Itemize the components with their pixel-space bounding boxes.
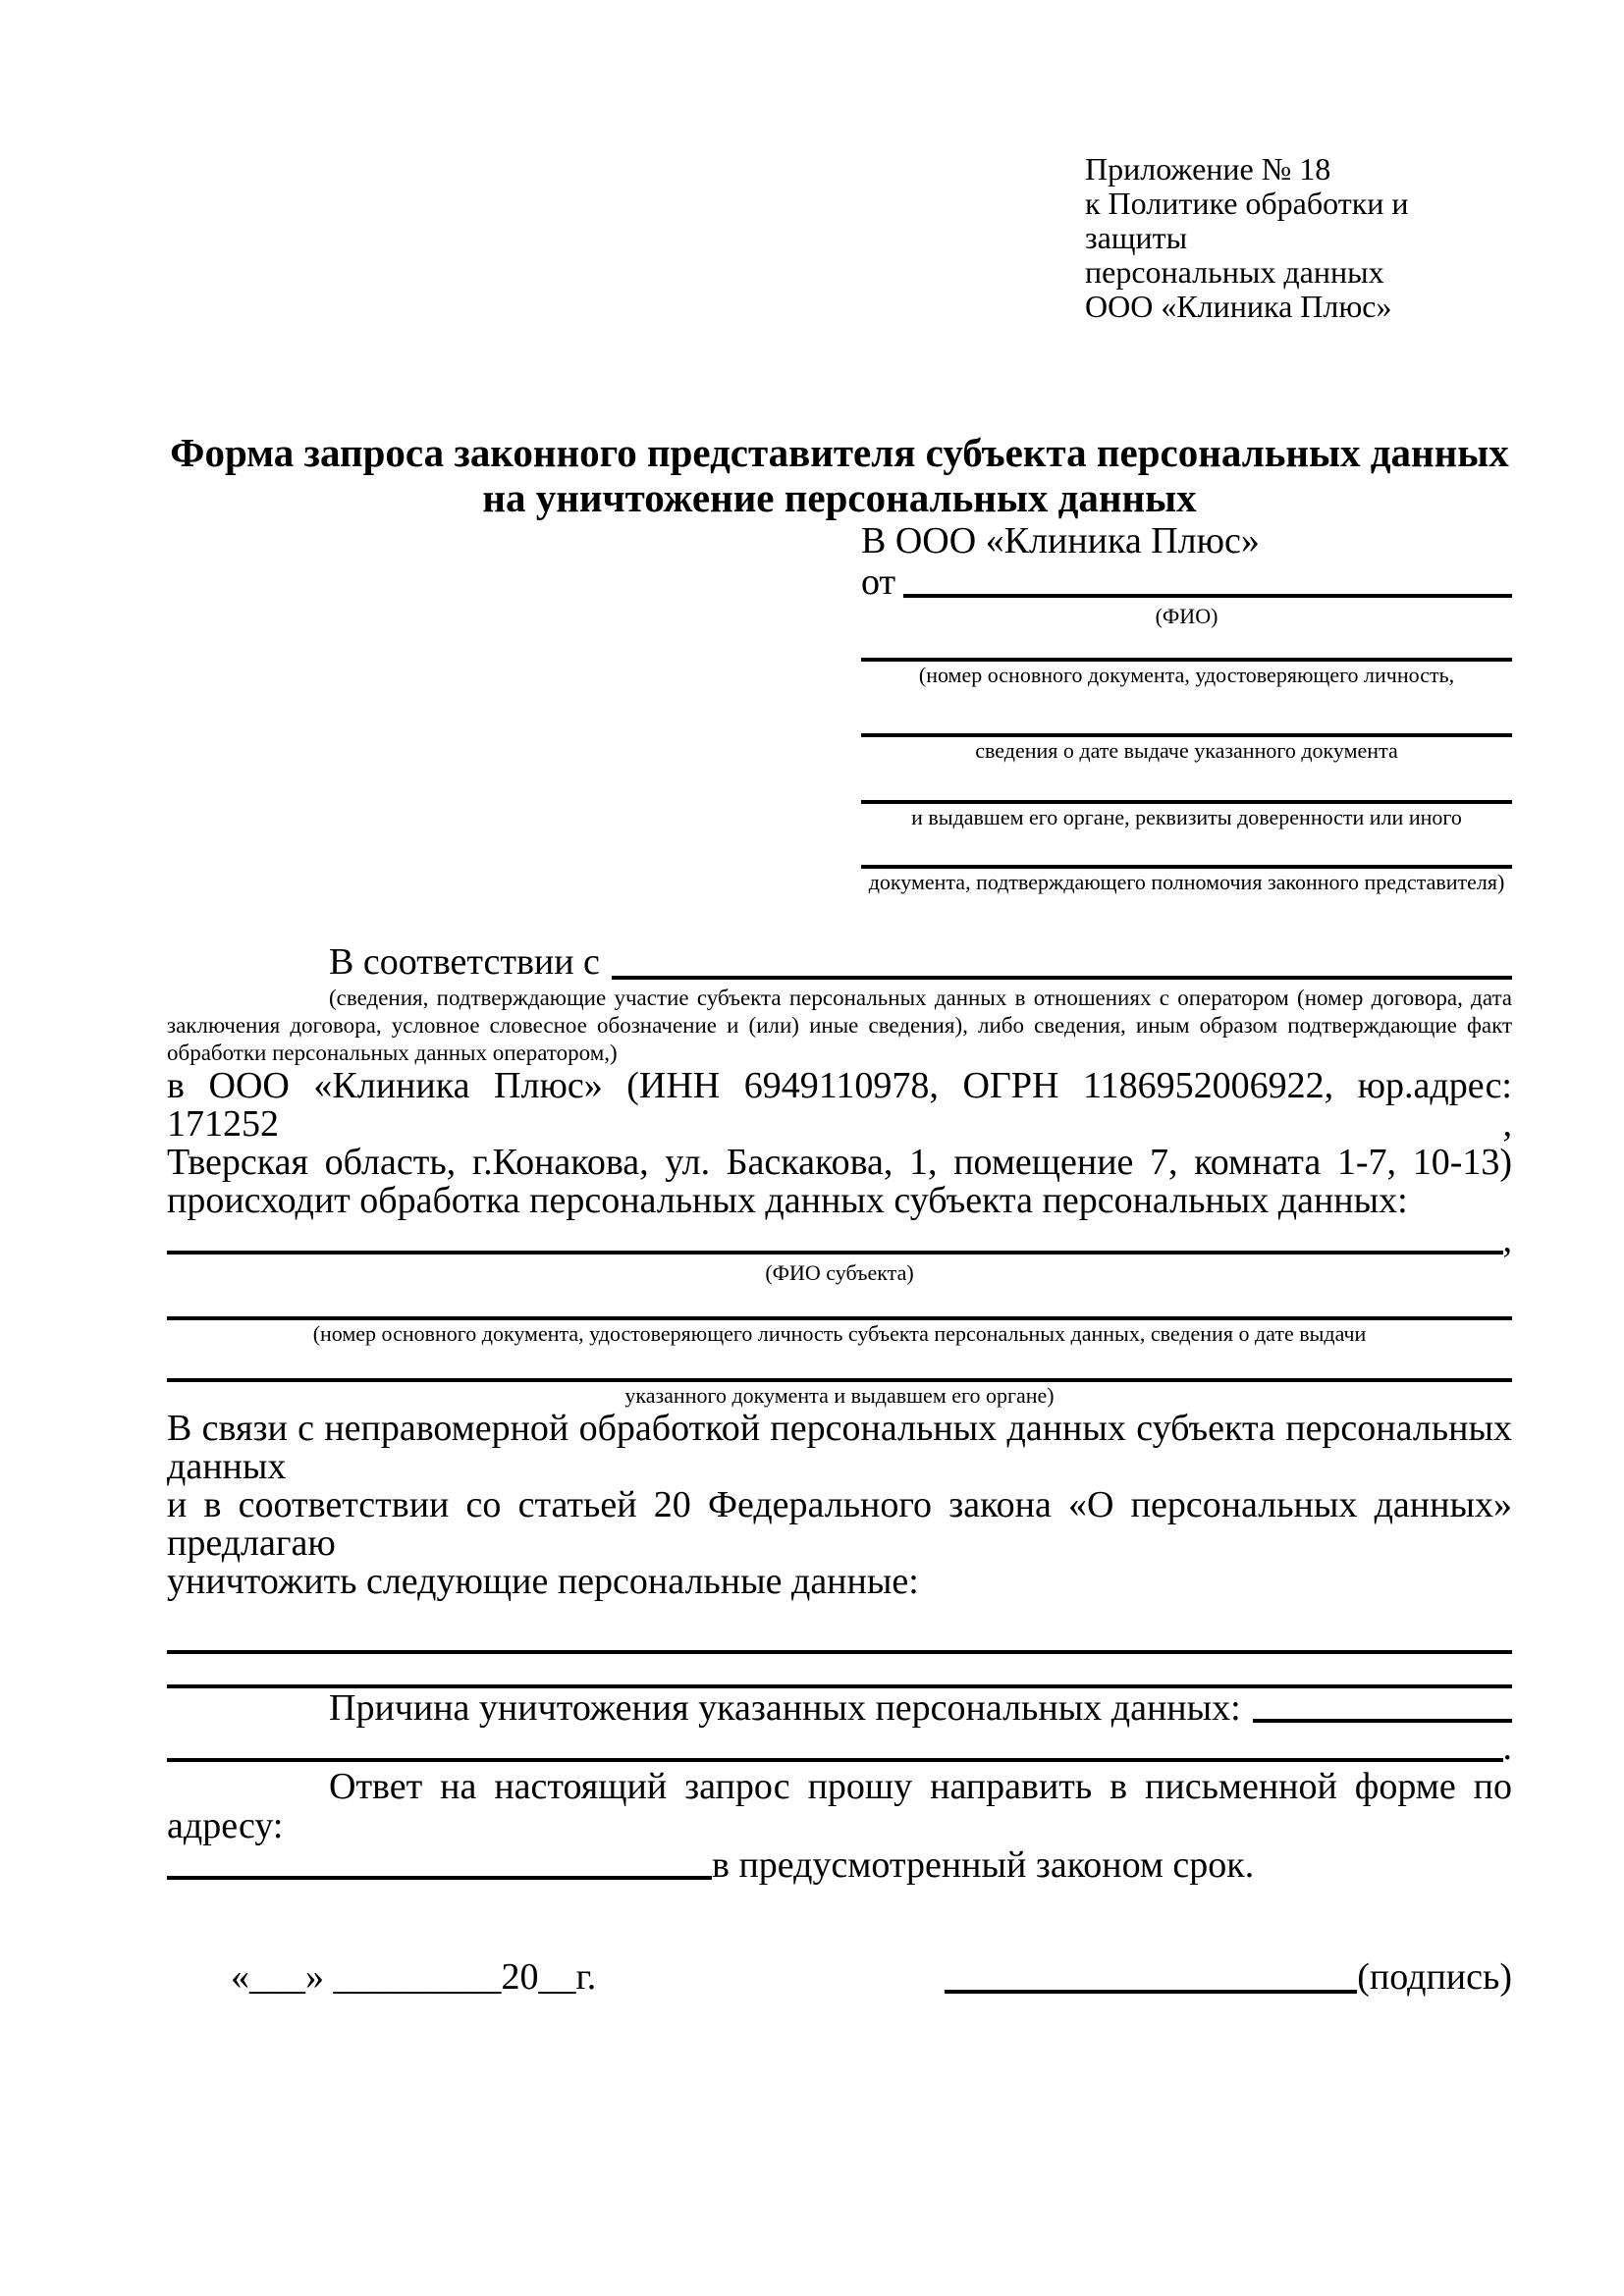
appendix-line-2: к Политике обработки и защиты [1085,186,1409,255]
footer-spacer [596,1955,945,1999]
fine-print-line-1: (сведения, подтверждающие участие субъекта персональных данных в отношениях с оператором (номер договора, дата [329,986,1512,1010]
id-doc-caption-2: сведения о дате выдаче указанного документа [975,738,1398,763]
answer-paragraph: Ответ на настоящий запрос прошу направить в письменной форме по адресу: [167,1766,1512,1846]
from-label: от [861,561,896,603]
addressee-block [861,520,1512,896]
accordance-label: В соответствии с [329,941,600,983]
subject-doc-caption-2: указанного документа и выдавшем его органе) [624,1383,1055,1408]
signature-blank [945,1955,1357,1994]
operator-paragraph [167,1067,1512,1220]
reason-row [167,1688,1512,1728]
subject-doc-caption-1: (номер основного документа, удостоверяющего личность субъекта персональных данных, сведения о дате выдачи [312,1321,1367,1346]
address-blank [167,1845,712,1880]
operator-line-3: происходит обработка персональных данных субъекта персональных данных: [167,1180,1408,1221]
form-title [167,430,1512,520]
reason-period: . [1502,1727,1512,1768]
fio-caption: (ФИО) [1155,604,1218,628]
demand-line-3: уничтожить следующие персональные данные: [167,1561,919,1602]
operator-line-2: Тверская область, г.Конакова, ул. Баскакова, 1, помещение 7, комната 1-7, 10-13) [167,1142,1512,1183]
from-row [861,561,1512,603]
subject-name-blank [167,1220,1503,1255]
appendix-line-4: ООО «Клиника Плюс» [1085,289,1392,324]
reason-continuation-row [167,1728,1512,1767]
answer-tail: в предусмотренный законом срок. [712,1844,1255,1886]
id-doc-caption-1: (номер основного документа, удостоверяющего личность, [918,663,1455,687]
operator-line-1: в ООО «Клиника Плюс» (ИНН 6949110978, ОГРН 1186952006922, юр.адрес: 171252 , [167,1065,1512,1145]
id-doc-caption-3: и выдавшем его органе, реквизиты доверенности или иного [911,805,1462,829]
demand-line-2: и в соответствии со статьей 20 Федерального закона «О персональных данных» предлагаю [167,1484,1512,1564]
id-doc-caption-4: документа, подтверждающего полномочия законного представителя) [868,870,1505,894]
fine-print-line-3: обработки персональных данных оператором,) [167,1041,618,1065]
form-title-line-1: Форма запроса законного представителя субъекта персональных данных [170,430,1509,475]
signature-caption: (подпись) [1357,1956,1512,1998]
trailing-comma: , [1502,1219,1512,1260]
data-to-destroy-blank-1 [167,1650,1512,1654]
appendix-line-1: Приложение № 18 [1085,151,1331,187]
reason-continuation-blank [167,1728,1503,1762]
demand-line-1: В связи с неправомерной обработкой персональных данных субъекта персональных данных [167,1408,1512,1487]
accordance-blank [612,939,1512,980]
signature-block [945,1955,1512,1999]
appendix-line-3: персональных данных [1085,254,1384,290]
subject-fio-caption: (ФИО субъекта) [765,1260,914,1285]
addressee-company: В ООО «Клиника Плюс» [861,520,1260,561]
accordance-row [167,939,1512,985]
representative-name-blank [903,561,1512,598]
reason-label: Причина уничтожения указанных персональных данных: [329,1687,1241,1729]
fine-print-line-2: заключения договора, условное словесное обозначение и (или) иные сведения), либо сведения, иным образом подтверждающие факт [167,1013,1512,1038]
appendix-header [1085,152,1512,324]
subject-name-blank-row [167,1220,1512,1259]
answer-address-row [167,1845,1512,1885]
date-line: «___» _________20__г. [231,1956,597,1998]
footer-row [167,1955,1512,1999]
demand-paragraph [167,1410,1512,1601]
reason-blank [1253,1688,1512,1723]
fine-print-paragraph [167,985,1512,1067]
form-title-line-2: на уничтожение персональных данных [482,475,1197,520]
